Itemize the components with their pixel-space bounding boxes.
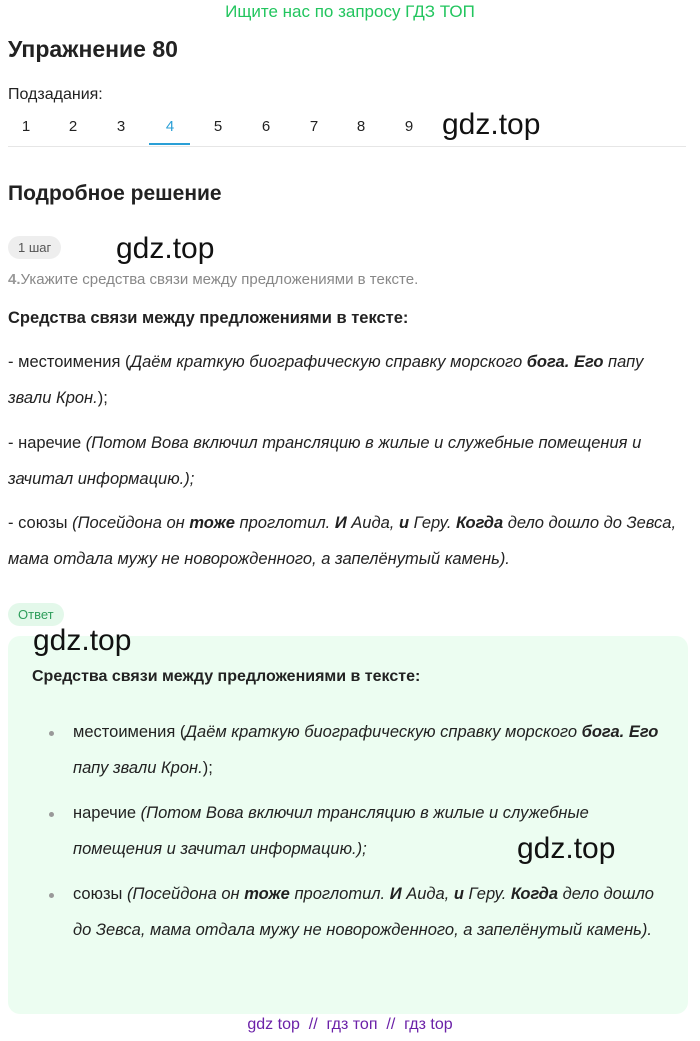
bullet-dot [49, 812, 54, 817]
item-label: наречие [18, 434, 82, 452]
subtask-tab-8[interactable]: 8 [356, 118, 366, 135]
subtask-tab-2[interactable]: 2 [68, 118, 78, 135]
solution-item-conjunctions: - союзы (Посейдона он тоже проглотил. И Аида, и Геру. Когда дело дошло до Зевса, мама отдала мужу не новорожденного, а запелёнутый камень). [8, 514, 677, 568]
exercise-title: Упражнение 80 [8, 36, 178, 62]
task-number: 4. [8, 271, 21, 288]
answer-badge: Ответ [8, 603, 64, 626]
watermark: gdz.top [116, 232, 215, 265]
solution-heading: Средства связи между предложениями в тексте: [8, 309, 409, 327]
solution-item-pronouns: - местоимения (Даём краткую биографическую справку морского бога. Его папу звали Крон.); [8, 353, 644, 407]
watermark: gdz.top [442, 108, 541, 141]
task-text [8, 271, 418, 288]
task-body: Укажите средства связи между предложениями в тексте. [20, 271, 419, 288]
subtask-tab-6[interactable]: 6 [261, 118, 271, 135]
subtask-tab-9[interactable]: 9 [404, 118, 414, 135]
item-label: союзы [18, 514, 68, 532]
item-label: местоимения [18, 353, 121, 371]
answer-item-adverb: наречие (Потом Вова включил трансляцию в жилые и служебные помещения и зачитал информацию.); [73, 804, 589, 858]
subtask-tab-3[interactable]: 3 [116, 118, 126, 135]
bullet-dot [49, 893, 54, 898]
tabs-divider [8, 146, 686, 147]
solution-item-adverb: - наречие (Потом Вова включил трансляцию в жилые и служебные помещения и зачитал информацию.); [8, 434, 642, 488]
subtask-tabs [0, 112, 686, 148]
answer-item-conjunctions: союзы (Посейдона он тоже проглотил. И Аида, и Геру. Когда дело дошло до Зевса, мама отдала мужу не новорожденного, а запелёнутый камень). [73, 885, 654, 939]
bullet-dot [49, 731, 54, 736]
footer-links[interactable]: gdz top // гдз топ // гдз top [247, 1016, 453, 1033]
watermark: gdz.top [33, 624, 132, 657]
answer-heading: Средства связи между предложениями в тексте: [32, 668, 421, 685]
subtask-tab-5[interactable]: 5 [213, 118, 223, 135]
step-badge: 1 шаг [8, 236, 61, 259]
active-tab-indicator [149, 143, 190, 145]
subtasks-label: Подзадания: [8, 86, 103, 103]
top-search-link[interactable]: Ищите нас по запросу ГДЗ ТОП [225, 2, 475, 21]
solution-title: Подробное решение [8, 182, 222, 205]
subtask-tab-1[interactable]: 1 [21, 118, 31, 135]
subtask-tab-4[interactable]: 4 [165, 118, 175, 135]
subtask-tab-7[interactable]: 7 [309, 118, 319, 135]
answer-item-pronouns: местоимения (Даём краткую биографическую справку морского бога. Его папу звали Крон.); [73, 723, 659, 777]
watermark: gdz.top [517, 832, 616, 865]
